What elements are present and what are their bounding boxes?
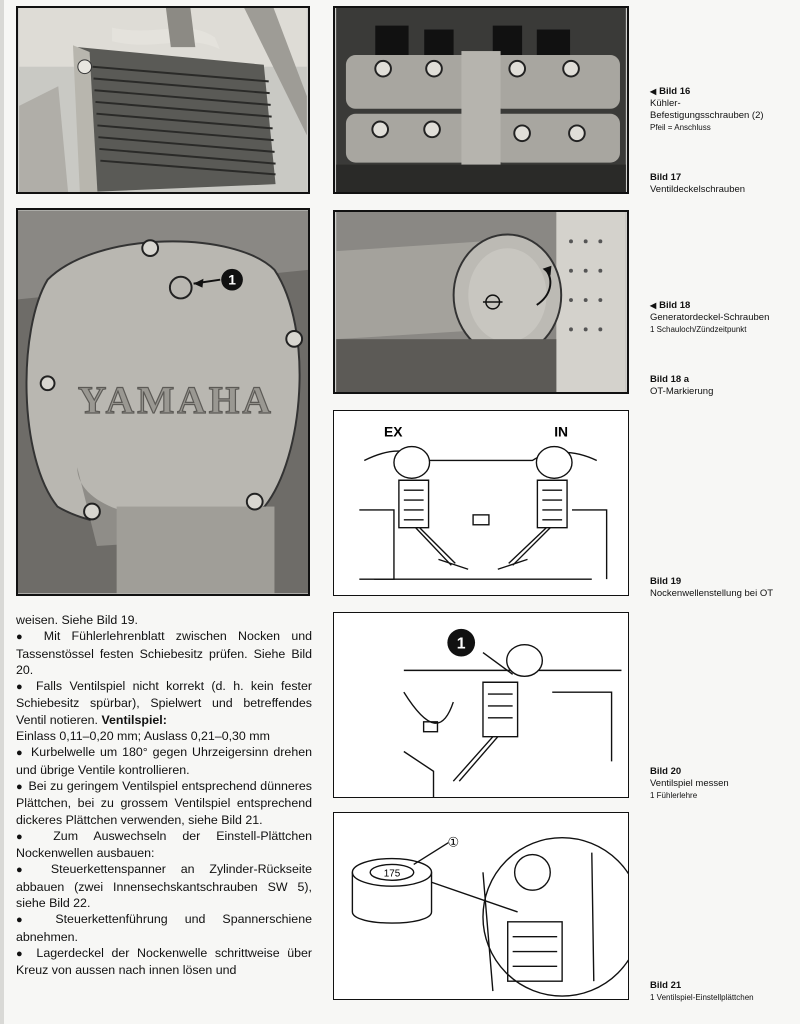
- diagram-shim: [333, 812, 629, 1000]
- caption-bild-17-line1: Ventildeckelschrauben: [650, 184, 746, 195]
- caption-bild-19-line1: Nockenwellenstellung bei OT: [650, 588, 774, 599]
- caption-bild-20-note: 1 Fühlerlehre: [650, 791, 698, 800]
- paragraph-2: [16, 678, 312, 728]
- paragraph-8: [16, 911, 312, 945]
- paragraph-4: [16, 744, 312, 778]
- caption-bild-16-line2: Befestigungsschrauben (2): [650, 110, 764, 121]
- caption-bild-20: [650, 766, 798, 802]
- valve-cover-illustration: [335, 8, 627, 192]
- caption-bild-20-line1: Ventilspiel messen: [650, 778, 729, 789]
- caption-bild-18-note: 1 Schauloch/Zündzeitpunkt: [650, 325, 747, 334]
- paragraph-1-text: Mit Fühlerlehrenblatt zwischen Nocken und Tassenstössel festen Schiebesitz prüfen. Siehe Bild 20.: [16, 629, 312, 677]
- left-arrow-icon: ◀: [650, 301, 657, 310]
- label-in: IN: [554, 423, 569, 440]
- caption-bild-18: [650, 300, 798, 336]
- caption-bild-18-title: Bild 18: [659, 300, 691, 311]
- caption-bild-18a: [650, 374, 798, 398]
- label-ex: EX: [384, 423, 403, 440]
- diagram-camshaft-ot: [333, 410, 629, 596]
- caption-bild-19-title: Bild 19: [650, 576, 682, 587]
- valve-clearance-heading: Ventilspiel:: [101, 712, 167, 727]
- callout-1-feeler-label: 1: [456, 635, 466, 653]
- paragraph-7: [16, 861, 312, 911]
- bullet-icon: ●: [16, 780, 23, 793]
- paragraph-0: weisen. Siehe Bild 19.: [16, 613, 138, 627]
- paragraph-4-text: Kurbelwelle um 180° gegen Uhrzeigersinn drehen und übrige Ventile kontrollieren.: [16, 745, 312, 777]
- ot-marking-illustration: [335, 212, 627, 392]
- bullet-icon: ●: [16, 864, 35, 877]
- radiator-illustration: [18, 8, 308, 192]
- caption-bild-18-line1: Generatordeckel-Schrauben: [650, 312, 770, 323]
- generator-cover-illustration: [18, 210, 308, 594]
- caption-bild-17: [650, 172, 798, 196]
- photo-valve-cover: [333, 6, 629, 194]
- paragraph-7-text: Steuerkettenspanner an Zylinder-Rückseite abbauen (zwei Innensechskantschrauben SW 5), siehe Bild 22.: [16, 862, 312, 911]
- bullet-icon: ●: [16, 747, 25, 760]
- bullet-icon: ●: [16, 631, 31, 644]
- caption-bild-16-note: Pfeil = Anschluss: [650, 123, 711, 132]
- shim-diagram: [334, 813, 628, 999]
- caption-bild-18a-title: Bild 18 a: [650, 374, 690, 385]
- valve-clearance-diagram: [334, 613, 628, 797]
- caption-bild-20-title: Bild 20: [650, 766, 682, 777]
- body-text: [16, 612, 312, 979]
- caption-bild-16: [650, 86, 798, 134]
- callout-1-photo-label: 1: [228, 272, 236, 288]
- paragraph-9-text: Lagerdeckel der Nockenwelle schrittweise über Kreuz von aussen nach innen lösen und: [16, 945, 312, 978]
- paragraph-1: [16, 628, 312, 678]
- caption-bild-21-note: 1 Ventilspiel-Einstellplättchen: [650, 993, 754, 1002]
- shim-value-label: 175: [383, 868, 401, 880]
- caption-bild-17-title: Bild 17: [650, 172, 682, 183]
- paragraph-6-text: Zum Auswechseln der Einstell-Plättchen Nockenwellen ausbauen:: [16, 828, 312, 861]
- camshaft-ot-diagram: [334, 411, 628, 595]
- caption-bild-21-title: Bild 21: [650, 980, 682, 991]
- bullet-icon: ●: [16, 947, 27, 960]
- bullet-icon: ●: [16, 914, 37, 927]
- caption-bild-21: [650, 980, 798, 1004]
- paragraph-2-text: Falls Ventilspiel nicht korrekt (d. h. kein fester Schiebesitz spürbar), Spielwert und betreffendes Ventil notieren.: [16, 679, 312, 727]
- yamaha-logo-text: YAMAHA: [77, 377, 274, 422]
- caption-bild-16-line1: Kühler-: [650, 98, 681, 109]
- paragraph-8-text: Steuerkettenführung und Spannerschiene abnehmen.: [16, 912, 312, 944]
- caption-bild-19: [650, 576, 798, 600]
- paragraph-6: [16, 828, 312, 862]
- photo-radiator: [16, 6, 310, 194]
- paragraph-3: Einlass 0,11–0,20 mm; Auslass 0,21–0,30 mm: [16, 729, 270, 744]
- bullet-icon: ●: [16, 681, 27, 694]
- caption-bild-16-title: Bild 16: [659, 86, 691, 97]
- paragraph-5-text: Bei zu geringem Ventilspiel entsprechend dünneres Plättchen, bei zu grossem Ventilspiel entsprechend dickeres Plättchen verwenden, siehe Bild 21.: [16, 778, 312, 827]
- caption-bild-18a-line1: OT-Markierung: [650, 386, 714, 397]
- photo-ot-marking: [333, 210, 629, 394]
- callout-1-shim: ①: [447, 834, 460, 850]
- left-arrow-icon: ◀: [650, 87, 657, 96]
- page-binding-edge: [0, 0, 4, 1024]
- paragraph-9: [16, 945, 312, 979]
- photo-generator-cover: [16, 208, 310, 596]
- diagram-valve-clearance: [333, 612, 629, 798]
- bullet-icon: ●: [16, 830, 36, 843]
- paragraph-5: [16, 778, 312, 828]
